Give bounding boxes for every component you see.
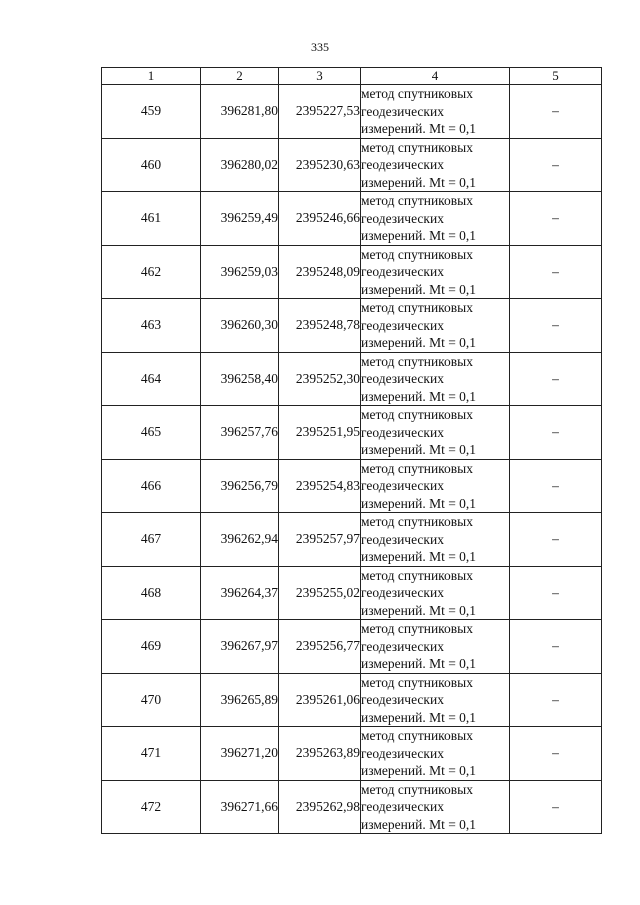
table-row xyxy=(102,299,602,353)
method-cell xyxy=(361,459,510,513)
method-cell xyxy=(361,566,510,620)
method-text-line: геодезических xyxy=(361,692,444,707)
note-cell: – xyxy=(510,566,602,620)
method-text-line: метод спутниковых xyxy=(361,300,473,315)
y-coordinate-cell: 2395255,02 xyxy=(279,566,361,620)
column-header-3: 3 xyxy=(279,68,361,85)
method-text-line: метод спутниковых xyxy=(361,353,473,369)
point-number-cell: 469 xyxy=(102,620,201,674)
x-coordinate-cell: 396280,02 xyxy=(201,138,279,192)
point-number-cell: 463 xyxy=(102,299,201,353)
x-coordinate-cell: 396256,79 xyxy=(201,459,279,513)
method-text-line: метод спутниковых xyxy=(361,193,473,208)
column-header-5: 5 xyxy=(510,68,602,85)
method-text-line: геодезических xyxy=(361,371,444,386)
table-row xyxy=(102,352,602,406)
method-text-line: измерений. Mt = 0,1 xyxy=(361,656,477,671)
y-coordinate-cell: 2395246,66 xyxy=(279,192,361,246)
note-cell: – xyxy=(510,727,602,781)
method-text-line: измерений. Mt = 0,1 xyxy=(361,602,477,618)
point-number-cell: 459 xyxy=(102,85,201,139)
note-cell: – xyxy=(510,299,602,353)
y-coordinate-cell: 2395248,09 xyxy=(279,245,361,299)
method-cell xyxy=(361,85,510,139)
method-text-line: метод спутниковых xyxy=(361,246,473,262)
point-number-cell: 465 xyxy=(102,406,201,460)
point-number-cell: 468 xyxy=(102,566,201,620)
method-text-line: метод спутниковых xyxy=(361,781,473,797)
method-text-line: измерений. Mt = 0,1 xyxy=(361,763,477,778)
method-cell xyxy=(361,192,510,246)
method-text-line: измерений. Mt = 0,1 xyxy=(361,281,477,297)
note-cell: – xyxy=(510,673,602,727)
x-coordinate-cell: 396258,40 xyxy=(201,352,279,406)
method-text-line: измерений. Mt = 0,1 xyxy=(361,121,477,136)
y-coordinate-cell: 2395256,77 xyxy=(279,620,361,674)
x-coordinate-cell: 396265,89 xyxy=(201,673,279,727)
table-row xyxy=(102,780,602,834)
x-coordinate-cell: 396267,97 xyxy=(201,620,279,674)
method-text-line: измерений. Mt = 0,1 xyxy=(361,709,477,725)
method-text-line: геодезических xyxy=(361,478,444,493)
method-text-line: метод спутниковых xyxy=(361,621,473,636)
method-text-line: геодезических xyxy=(361,531,444,547)
method-text-line: метод спутниковых xyxy=(361,514,473,529)
y-coordinate-cell: 2395248,78 xyxy=(279,299,361,353)
table-row xyxy=(102,727,602,781)
note-cell: – xyxy=(510,85,602,139)
x-coordinate-cell: 396259,03 xyxy=(201,245,279,299)
method-text-line: измерений. Mt = 0,1 xyxy=(361,174,477,190)
y-coordinate-cell: 2395263,89 xyxy=(279,727,361,781)
point-number-cell: 464 xyxy=(102,352,201,406)
method-text-line: измерений. Mt = 0,1 xyxy=(361,816,477,832)
method-text-line: метод спутниковых xyxy=(361,407,473,422)
method-cell xyxy=(361,352,510,406)
method-text-line: измерений. Mt = 0,1 xyxy=(361,335,477,350)
x-coordinate-cell: 396264,37 xyxy=(201,566,279,620)
table-row xyxy=(102,245,602,299)
y-coordinate-cell: 2395251,95 xyxy=(279,406,361,460)
method-cell xyxy=(361,406,510,460)
method-text-line: метод спутниковых xyxy=(361,567,473,583)
point-number-cell: 461 xyxy=(102,192,201,246)
table-row xyxy=(102,85,602,139)
page-number: 335 xyxy=(311,40,329,54)
note-cell: – xyxy=(510,620,602,674)
x-coordinate-cell: 396259,49 xyxy=(201,192,279,246)
note-cell: – xyxy=(510,352,602,406)
x-coordinate-cell: 396281,80 xyxy=(201,85,279,139)
point-number-cell: 460 xyxy=(102,138,201,192)
method-text-line: геодезических xyxy=(361,157,444,172)
method-cell xyxy=(361,780,510,834)
y-coordinate-cell: 2395261,06 xyxy=(279,673,361,727)
point-number-cell: 462 xyxy=(102,245,201,299)
method-text-line: метод спутниковых xyxy=(361,460,473,476)
column-header-4: 4 xyxy=(361,68,510,85)
table-row xyxy=(102,673,602,727)
table-body xyxy=(102,85,602,834)
y-coordinate-cell: 2395252,30 xyxy=(279,352,361,406)
note-cell: – xyxy=(510,406,602,460)
method-text-line: геодезических xyxy=(361,585,444,600)
method-text-line: геодезических xyxy=(361,210,444,226)
method-text-line: геодезических xyxy=(361,638,444,654)
method-text-line: метод спутниковых xyxy=(361,139,473,155)
method-text-line: измерений. Mt = 0,1 xyxy=(361,549,477,564)
method-text-line: измерений. Mt = 0,1 xyxy=(361,228,477,243)
method-text-line: измерений. Mt = 0,1 xyxy=(361,388,477,404)
x-coordinate-cell: 396271,20 xyxy=(201,727,279,781)
point-number-cell: 466 xyxy=(102,459,201,513)
method-text-line: метод спутниковых xyxy=(361,86,473,101)
table-header-row xyxy=(102,68,602,85)
point-number-cell: 467 xyxy=(102,513,201,567)
table-row xyxy=(102,459,602,513)
table-row xyxy=(102,513,602,567)
method-text-line: геодезических xyxy=(361,745,444,761)
x-coordinate-cell: 396257,76 xyxy=(201,406,279,460)
note-cell: – xyxy=(510,459,602,513)
method-text-line: метод спутниковых xyxy=(361,674,473,690)
table-row xyxy=(102,620,602,674)
table-row xyxy=(102,138,602,192)
method-text-line: геодезических xyxy=(361,103,444,119)
method-cell xyxy=(361,299,510,353)
method-cell xyxy=(361,513,510,567)
y-coordinate-cell: 2395254,83 xyxy=(279,459,361,513)
method-cell xyxy=(361,673,510,727)
y-coordinate-cell: 2395257,97 xyxy=(279,513,361,567)
method-cell xyxy=(361,727,510,781)
note-cell: – xyxy=(510,138,602,192)
column-header-1: 1 xyxy=(102,68,201,85)
table-row xyxy=(102,192,602,246)
method-text-line: измерений. Mt = 0,1 xyxy=(361,442,477,457)
method-cell xyxy=(361,620,510,674)
method-text-line: метод спутниковых xyxy=(361,728,473,743)
table-row xyxy=(102,406,602,460)
point-number-cell: 472 xyxy=(102,780,201,834)
table-row xyxy=(102,566,602,620)
method-cell xyxy=(361,138,510,192)
method-text-line: геодезических xyxy=(361,799,444,814)
coordinates-table xyxy=(101,67,602,834)
note-cell: – xyxy=(510,780,602,834)
note-cell: – xyxy=(510,513,602,567)
column-header-2: 2 xyxy=(201,68,279,85)
note-cell: – xyxy=(510,245,602,299)
x-coordinate-cell: 396260,30 xyxy=(201,299,279,353)
x-coordinate-cell: 396262,94 xyxy=(201,513,279,567)
method-text-line: геодезических xyxy=(361,317,444,333)
method-cell xyxy=(361,245,510,299)
method-text-line: геодезических xyxy=(361,264,444,279)
y-coordinate-cell: 2395230,63 xyxy=(279,138,361,192)
y-coordinate-cell: 2395227,53 xyxy=(279,85,361,139)
x-coordinate-cell: 396271,66 xyxy=(201,780,279,834)
y-coordinate-cell: 2395262,98 xyxy=(279,780,361,834)
method-text-line: геодезических xyxy=(361,424,444,440)
method-text-line: измерений. Mt = 0,1 xyxy=(361,495,477,511)
note-cell: – xyxy=(510,192,602,246)
point-number-cell: 471 xyxy=(102,727,201,781)
point-number-cell: 470 xyxy=(102,673,201,727)
